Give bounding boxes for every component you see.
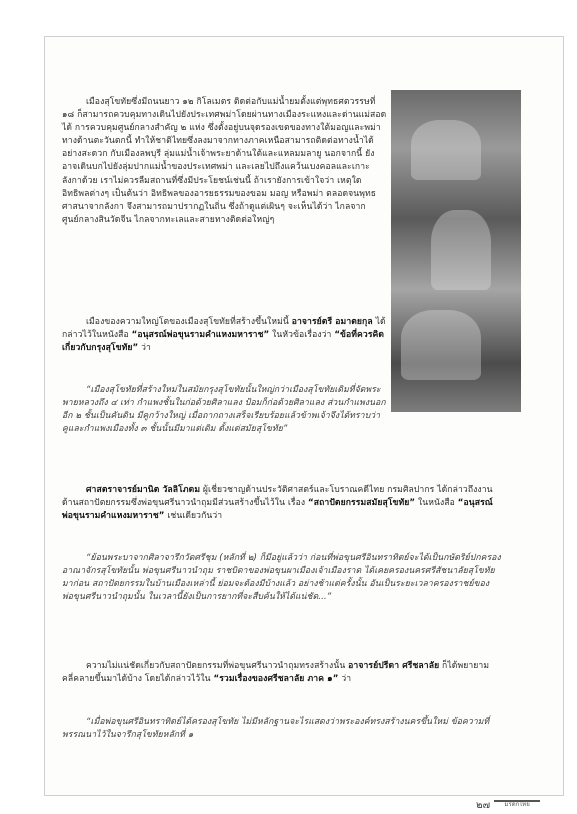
topic-title: “สถาปัตยกรรมสมัยสุโขทัย” [308,498,416,509]
author-name: อาจารย์ตรี อมาตยกุล [291,317,373,327]
page-number: ๒๗ [476,800,491,811]
paragraph-text: ในหนังสือ [415,498,458,509]
publisher-logo: มรดกไทย [494,800,540,812]
paragraph-text: ก็ได้พยายามคลี่คลายขึ้นมาได้บ้าง โดยได้กล่าวไว้ใน [62,661,490,685]
book-title: “อนุสรณ์พ่อขุนรามคำแหงมหาราช” [131,330,270,341]
book-title: “อนุสรณ์พ่อขุนรามคำแหงมหาราช” [62,498,493,522]
quote-block-3 [62,716,502,745]
paragraph-text: ความไม่แน่ชัดเกี่ยวกับสถาปัตยกรรมที่พ่อขุนศรีนาวนำถุมทรงสร้างนั้น [86,661,349,671]
paragraph-text: เช่นเดียวกันว่า [164,511,223,522]
quote-block-1 [62,384,387,439]
paragraph-text: เมืองของความใหญ่โตของเมืองสุโขทัยที่สร้างขึ้นใหม่นี้ [86,317,292,327]
quote-text: “เมืองสุโขทัยที่สร้างใหม่ในสมัยกรุงสุโขทัยนั้นใหญ่กว่าเมืองสุโขทัยเดิมที่จัดพระพายหลวงถึง ๔ เท่า กำแพงชั้นในก่อด้วยศิลาแลง ป้อมก็ก่อด้วยศิลาแลง ส่วนกำแพงนอกอีก ๒ ชั้นเป็นคันดิน มีคูกว้างใหญ่ เมื่อถากถางเสร็จเรียบร้อยแล้วข้าพเจ้าจึงได้ทราบว่า คูและกำแพงเมืองทั้ง ๓ ชั้นนั้นมีมาแต่เดิม ตั้งแต่สมัยสุโขทัย” [62,385,386,435]
book-title: “รวมเรื่องของศรีชลาลัย ภาค ๑” [213,674,339,685]
paragraph-manit [62,484,502,526]
paragraph-text: ได้กล่าวไว้ในหนังสือ [62,317,386,341]
paragraph-preeda [62,660,502,689]
paragraph-text: ว่า [338,674,352,685]
author-name: ศาสตราจารย์มานิต วัลลิโภดม [86,485,201,495]
page-footer [476,798,540,813]
quote-block-2 [62,552,502,607]
quote-text: “ย้อนพระบาจากศิลาจารึกวัดศรีชุม (หลักที่ ๒) ก็มีอยู่แล้วว่า ก่อนที่พ่อขุนศรีอินทราทิตย์จะได้เป็นกษัตริย์ปกครองอาณาจักรสุโขทัยนั้น พ่อขุนศรีนาวนำถุม ราชบิดาของพ่อขุนผาเมืองเจ้าเมืองราด ได้เคยครองนครศรีสัชนาลัยสุโขทัยมาก่อน สถาปัตยกรรมในบ้านเมืองเหล่านี้ ย่อมจะต้องมีบ้างแล้ว อย่างช้าแต่ครั้งนั้น อันเป็นระยะเวลาครองราชย์ของพ่อขุนศรีนาวนำถุมนั้น ในเวลานี้ยังเป็นการยากที่จะสืบค้นให้ได้แน่ชัด...” [62,553,501,603]
paragraph-text: เมืองสุโขทัยซึ่งมีถนนยาว ๑๒ กิโลเมตร ติดต่อกับแม่น้ำยมตั้งแต่พุทธศตวรรษที่ ๑๘ ก็สามารถควบคุมทางเดินไปยังประเทศพม่าโดยผ่านทางเมืองระแหงและด่านแม่สอดได้ การควบคุมศูนย์กลางสำคัญ ๒ แห่ง ซึ่งตั้งอยู่บนจุดรองเขตของทางใต้มอญและพม่า ทางด้านตะวันตกนี้ ทำให้ชาติไทยซึ่งลงมาจากทางภาคเหนือสามารถติดต่อทางน้ำได้อย่างสะดวก กับเมืองลพบุรี ลุ่มแม่น้ำเจ้าพระยาด้านใต้และแหลมมลายู นอกจากนี้ ยังอาจเดินบกไปยังลุ่มปากแม่น้ำของประเทศพม่า และเลยไปถึงแคว้นเบงคอลและเกาะลังกาด้วย เราไม่ควรลืมสถานที่ซึ่งมีประโยชน์เช่นนี้ ถ้าเรายังการเข้าใจว่า เหตุใดอิทธิพลต่างๆ เป็นต้นว่า อิทธิพลของอารยธรรมของขอม มอญ หรือพม่า ตลอดจนพุทธศาสนาจากลังกา จึงสามารถมาปรากฏในถิ่น ซึ่งถ้าดูแต่เผินๆ จะเห็นได้ว่า ไกลจากศูนย์กลางสินวัดจีน ไกลจากทะเลและสายทางติดต่อใหญ่ๆ [62,97,387,225]
paragraph-tri [62,316,387,358]
paragraph-text: ผู้เชี่ยวชาญด้านประวัติศาสตร์และโบราณคดีไทย กรมศิลปากร ได้กล่าวถึงงานด้านสถาปัตยกรรมซึ่งพ่อขุนศรีนาวนำถุมมีส่วนสร้างขึ้นไว้ใน เรื่อง [62,485,493,509]
author-name: อาจารย์ปรีดา ศรีชลาลัย [348,661,440,671]
paragraph-text: ในหัวข้อเรื่องว่า [269,330,335,341]
paragraph-intro [62,96,387,230]
topic-title: “ข้อที่ควรคิดเกี่ยวกับกรุงสุโขทัย” [62,330,385,354]
temple-stucco-photo [391,90,521,412]
paragraph-text: ว่า [138,343,151,354]
quote-text: “เมื่อพ่อขุนศรีอินทราทิตย์ได้ครองสุโขทัย ไม่มีหลักฐานจะไรแสดงว่าพระองค์ทรงสร้างนครขึ้นใหม่ ข้อความที่พรรณนาไว้ในจารึกสุโขทัยหลักที่ ๑ [62,717,490,741]
